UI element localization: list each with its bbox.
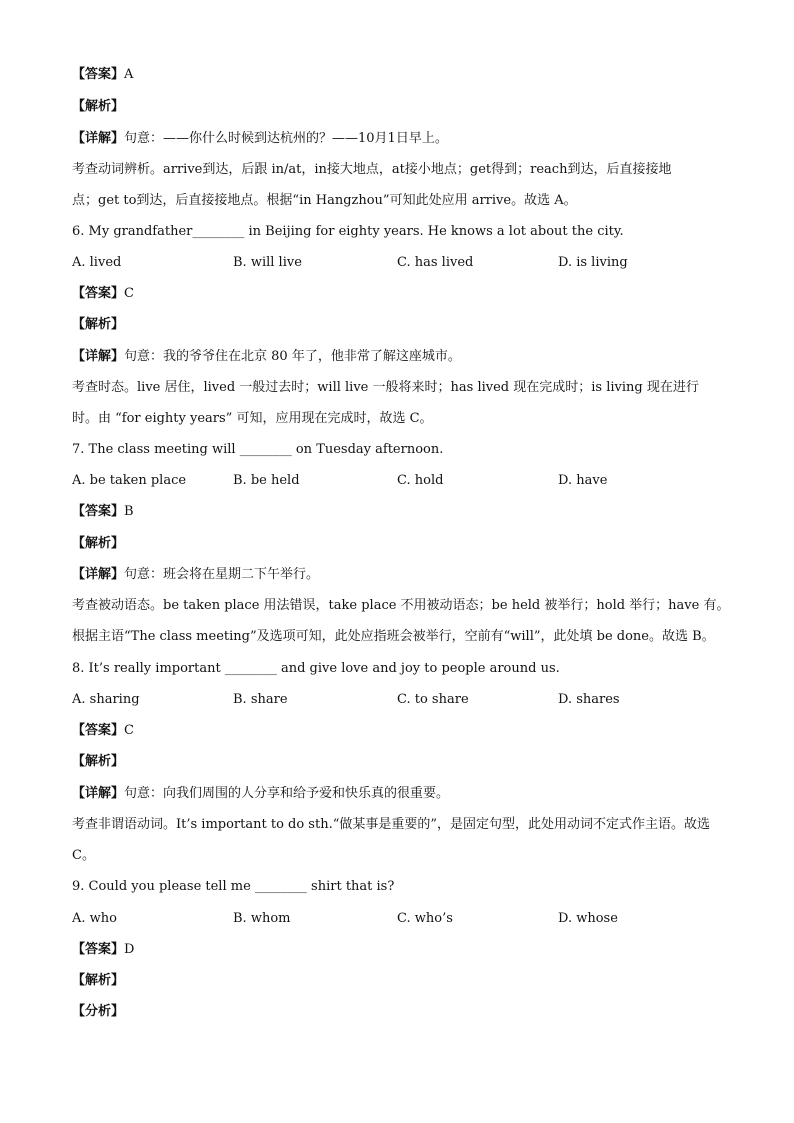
q6-analysis-label: 【解析】 — [72, 317, 125, 332]
q9-answer-value: D — [124, 942, 135, 957]
detail-label: 【详解】 — [72, 349, 125, 364]
q7-analysis-label: 【解析】 — [72, 536, 125, 551]
answer-label: 【答案】 — [72, 286, 125, 301]
q7-option-c: C. hold — [397, 473, 444, 488]
q8-answer-value: C — [124, 723, 134, 738]
answer-label: 【答案】 — [72, 67, 125, 82]
q7-explanation-1: 考查被动语态。be taken place 用法错误，take place 不用被动语态；be held 被举行；hold 举行；have 有。 — [72, 598, 730, 613]
q7-answer-line — [72, 503, 134, 521]
q8-detail-line — [72, 785, 449, 803]
q6-stem: 6. My grandfather________ in Beijing for eighty years. He knows a lot about the city. — [72, 224, 624, 239]
detail-label: 【详解】 — [72, 786, 125, 801]
q5-analysis-label: 【解析】 — [72, 99, 125, 114]
q6-answer-value: C — [124, 286, 134, 301]
answer-label: 【答案】 — [72, 942, 125, 957]
q5-explanation-1: 考查动词辨析。arrive到达，后跟 in/at，in接大地点，at接小地点；get得到；reach到达，后直接接地 — [72, 162, 672, 177]
q9-stem: 9. Could you please tell me ________ shirt that is? — [72, 879, 395, 894]
q6-detail-text: 句意：我的爷爷住在北京 80 年了，他非常了解这座城市。 — [124, 349, 461, 364]
q8-option-c: C. to share — [397, 692, 469, 707]
q5-answer-line — [72, 66, 133, 84]
q8-option-a: A. sharing — [72, 692, 140, 707]
q9-option-a: A. who — [72, 911, 117, 926]
q9-fenxi-label: 【分析】 — [72, 1004, 125, 1019]
q9-option-c: C. who’s — [397, 911, 453, 926]
q6-option-b: B. will live — [233, 255, 302, 270]
q6-answer-line — [72, 285, 134, 303]
detail-label: 【详解】 — [72, 567, 125, 582]
q7-answer-value: B — [124, 504, 134, 519]
q9-analysis-label: 【解析】 — [72, 973, 125, 988]
q8-detail-text: 句意：向我们周围的人分享和给予爱和快乐真的很重要。 — [124, 786, 450, 801]
q7-option-d: D. have — [558, 473, 608, 488]
q6-detail-line — [72, 348, 461, 366]
answer-label: 【答案】 — [72, 504, 125, 519]
q8-analysis-label: 【解析】 — [72, 754, 125, 769]
q7-stem: 7. The class meeting will ________ on Tuesday afternoon. — [72, 442, 444, 457]
q6-option-d: D. is living — [558, 255, 628, 270]
q5-detail-text: 句意：——你什么时候到达杭州的？——10月1日早上。 — [124, 131, 448, 146]
q8-answer-line — [72, 722, 134, 740]
q8-option-d: D. shares — [558, 692, 620, 707]
q6-option-c: C. has lived — [397, 255, 474, 270]
q7-detail-text: 句意：班会将在星期二下午举行。 — [124, 567, 320, 582]
detail-label: 【详解】 — [72, 131, 125, 146]
q9-option-d: D. whose — [558, 911, 618, 926]
q7-explanation-2: 根据主语“The class meeting”及选项可知，此处应指班会被举行，空前有“will”，此处填 be done。故选 B。 — [72, 629, 715, 644]
q8-explanation-1: 考查非谓语动词。It’s important to do sth.“做某事是重要的”，是固定句型，此处用动词不定式作主语。故选 — [72, 817, 711, 832]
q9-option-b: B. whom — [233, 911, 291, 926]
q5-answer-value: A — [124, 67, 134, 82]
q6-explanation-2: 时。由 “for eighty years” 可知，应用现在完成时，故选 C。 — [72, 411, 433, 426]
q7-option-a: A. be taken place — [72, 473, 187, 488]
q5-detail-line — [72, 130, 448, 148]
q8-stem: 8. It’s really important ________ and give love and joy to people around us. — [72, 661, 560, 676]
q7-detail-line — [72, 566, 319, 584]
q6-option-a: A. lived — [72, 255, 122, 270]
q5-explanation-2: 点；get to到达，后直接接地点。根据“in Hangzhou”可知此处应用 arrive。故选 A。 — [72, 193, 577, 208]
q8-option-b: B. share — [233, 692, 288, 707]
q8-explanation-2: C。 — [72, 848, 95, 863]
q9-answer-line — [72, 941, 134, 959]
q7-option-b: B. be held — [233, 473, 300, 488]
answer-label: 【答案】 — [72, 723, 125, 738]
q6-explanation-1: 考查时态。live 居住，lived 一般过去时；will live 一般将来时；has lived 现在完成时；is living 现在进行 — [72, 380, 699, 395]
